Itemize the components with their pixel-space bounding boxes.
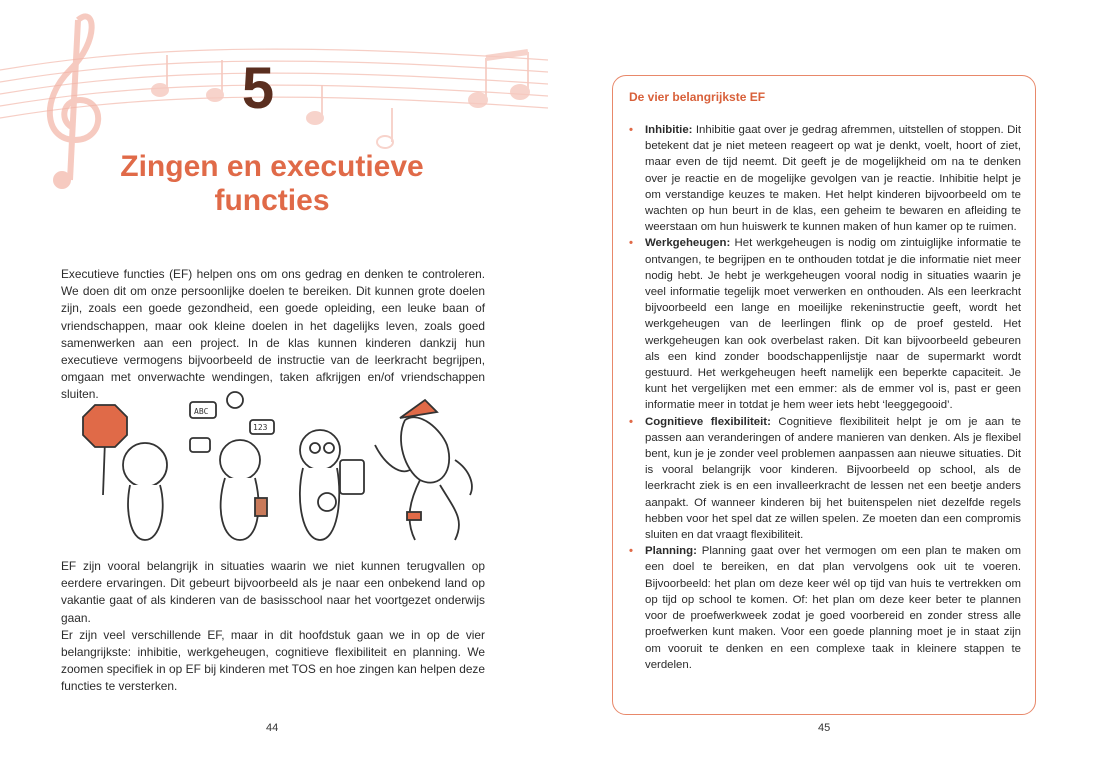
ef-info-box — [612, 75, 1036, 715]
ef-item-inhibitie — [629, 122, 1021, 235]
bullet-icon: • — [629, 545, 633, 558]
123-label: 123 — [253, 423, 268, 432]
chapter-number: 5 — [241, 56, 275, 121]
stop-sign-icon — [83, 405, 127, 447]
ef-item-werkgeheugen — [629, 235, 1021, 413]
ef-description: Het werkgeheugen is nodig om zintuiglijke informatie te ontvangen, te begrijpen en te onthouden totdat je die informatie niet meer nodig hebt. Je hebt je werkgeheugen vooral nodig in situaties waarin je veel informatie tegelijk moet verwerken en onthouden. Als een leerkracht bijvoorbeeld een lange en moeilijke rekeninstructie geeft, wordt het werkgeheugen van de leerlingen flink op de proef gesteld. Het werkgeheugen kan ook overbelast raken. Dit kan bijvoorbeeld gebeuren als een kind zonder boodschappenlijstje naar de supermarkt wordt gestuurd. Het werkgeheugen heeft namelijk een beperkte capaciteit. Je kunt het vergelijken met een emmer: als de emmer vol is, past er geen informatie meer in totdat je hem weer iets hebt ‘leeggegooid’. — [645, 237, 1021, 412]
intro-paragraph — [61, 266, 485, 404]
intro-text: Executieve functies (EF) helpen ons om ons gedrag en denken te controleren. We doen dit om onze persoonlijke doelen te bereiken. Dit kunnen grote doelen zijn, zoals een goede gezondheid, een goede opleiding, een leuke baan of vriendschappen, maar ook kleine doelen in het dagelijks leven, zoals goed samenwerken aan een project. In de klas kunnen kinderen dankzij hun executieve vermogens bijvoorbeeld de instructie van de leerkracht begrijpen, omgaan met onverwachte wendingen, taken afkrijgen en/of vriendschappen sluiten. — [61, 267, 485, 402]
ef-term: Cognitieve flexibiliteit: — [645, 415, 771, 428]
bullet-icon: • — [629, 237, 633, 250]
ef-description: Planning gaat over het vermogen om een plan te maken om een doel te bereiken, en dat plan vervolgens ook uit te voeren. Bijvoorbeeld: het plan om deze keer wél op tijd van huis te vertrekken om op tijd op school te komen. Of: het plan om deze keer beter te plannen voor de proefwerkweek zodat je goed voorbereid en zonder stress alle proefwerken kunt maken. Voor een goede planning moet je in staat zijn om vooruit te denken en een complexe taak in kleinere stappen te verdelen. — [645, 545, 1021, 671]
paragraph-3: Er zijn veel verschillende EF, maar in dit hoofdstuk gaan we in op de vier belangrijkste: inhibitie, werkgeheugen, cognitieve flexibiliteit en planning. We zoomen specifiek in op EF bij kinderen met TOS en hoe zingen kan helpen deze functies te versterken. — [61, 627, 485, 694]
box-heading: De vier belangrijkste EF — [629, 90, 766, 104]
ef-item-cognitieve-flexibiliteit — [629, 414, 1021, 544]
ef-list — [629, 122, 1021, 673]
page-number-left: 44 — [266, 722, 279, 734]
ef-paragraphs — [61, 558, 485, 696]
bullet-icon: • — [629, 415, 633, 428]
abc-label: ABC — [194, 407, 209, 416]
chapter-title: Zingen en executieve functies — [120, 150, 424, 217]
ef-description: Inhibitie gaat over je gedrag afremmen, uitstellen of stoppen. Dit betekent dat je niet meteen reageert op wat je denkt, voelt, hoort of ziet, maar even de tijd neemt. Dit geeft je de mogelijkheid om na te denken over je reactie en de mogelijke gevolgen van je reactie. Inhibitie helpt je om verstandige keuzes te maken. Het helpt kinderen bijvoorbeeld om te wachten op hun beurt in de klas, een geheim te bewaren en afleiding te weerstaan om hun huiswerk te kunnen maken of hun kamer op te ruimen. — [645, 124, 1021, 234]
paragraph-2: EF zijn vooral belangrijk in situaties waarin we niet kunnen terugvallen op eerdere ervaringen. Dit gebeurt bijvoorbeeld als je naar een onbekend land op vakantie gaat of als kinderen van de basisschool naar het voortgezet onderwijs gaan. — [61, 559, 485, 625]
ef-characters-illustration — [75, 390, 475, 550]
page-number-right: 45 — [818, 722, 831, 734]
ef-term: Planning: — [645, 545, 697, 558]
ef-term: Inhibitie: — [645, 124, 693, 136]
ef-term: Werkgeheugen: — [645, 237, 731, 250]
bullet-icon: • — [629, 124, 633, 136]
ef-description: Cognitieve flexibiliteit helpt je om je aan te passen aan veranderingen of andere manieren van denken. Als je flexibel bent, kun je je zonder veel problemen aanpassen aan nieuwe situaties. Dit is vooral belangrijk voor kinderen. Bijvoorbeeld op school, als de leerkracht ziek is en een invalleerkracht de lessen net een beetje anders aanpakt. Of wanneer kinderen bij het buitenspelen niet dezelfde regels hebben voor het spel dat ze willen spelen. Ze moeten dan een compromis sluiten en dat vraagt flexibiliteit. — [645, 415, 1021, 542]
ef-item-planning — [629, 543, 1021, 673]
